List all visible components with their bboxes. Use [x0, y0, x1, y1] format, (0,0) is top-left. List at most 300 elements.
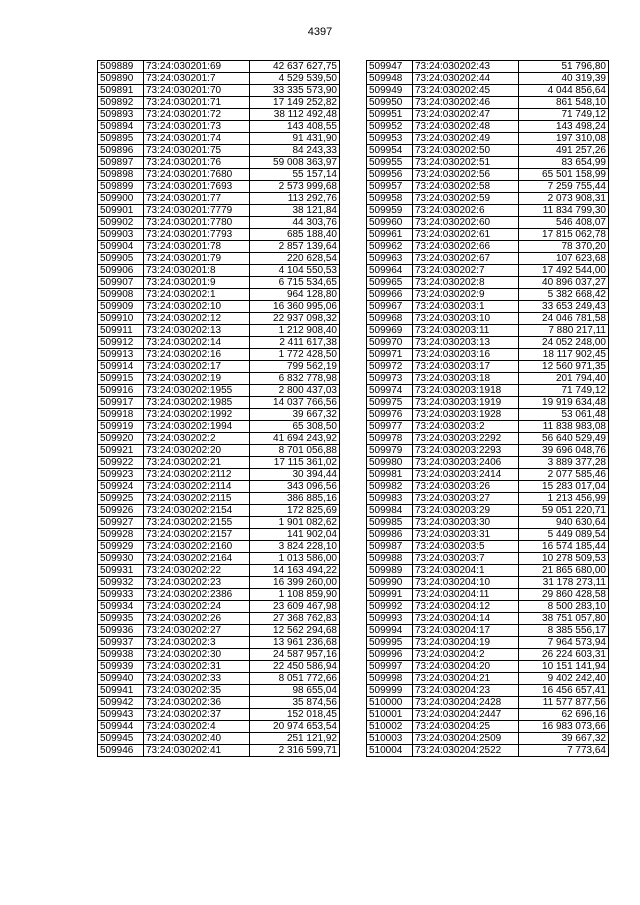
cadastral-number-cell: 73:24:030202:2154 [144, 505, 250, 517]
row-number-cell: 509905 [98, 253, 144, 265]
cadastral-number-cell: 73:24:030202:9 [413, 289, 519, 301]
table-row [367, 97, 609, 109]
table-row [98, 121, 340, 133]
cadastral-number-cell: 73:24:030203:31 [413, 529, 519, 541]
cadastral-number-cell: 73:24:030202:30 [144, 649, 250, 661]
table-row [367, 697, 609, 709]
cadastral-number-cell: 73:24:030202:13 [144, 325, 250, 337]
row-number-cell: 510000 [367, 697, 413, 709]
table-row [367, 409, 609, 421]
cadastral-number-cell: 73:24:030202:50 [413, 145, 519, 157]
value-cell: 201 794,40 [519, 373, 609, 385]
value-cell: 172 825,69 [250, 505, 340, 517]
value-cell: 5 382 668,42 [519, 289, 609, 301]
cadastral-number-cell: 73:24:030204:17 [413, 625, 519, 637]
row-number-cell: 509964 [367, 265, 413, 277]
row-number-cell: 509934 [98, 601, 144, 613]
row-number-cell: 510001 [367, 709, 413, 721]
row-number-cell: 509952 [367, 121, 413, 133]
row-number-cell: 509993 [367, 613, 413, 625]
table-row [367, 253, 609, 265]
value-cell: 1 108 859,90 [250, 589, 340, 601]
cadastral-number-cell: 73:24:030202:47 [413, 109, 519, 121]
table-row [98, 481, 340, 493]
value-cell: 1 772 428,50 [250, 349, 340, 361]
cadastral-number-cell: 73:24:030204:2522 [413, 745, 519, 757]
row-number-cell: 509965 [367, 277, 413, 289]
table-row [98, 241, 340, 253]
value-cell: 3 824 228,10 [250, 541, 340, 553]
cadastral-number-cell: 73:24:030201:7793 [144, 229, 250, 241]
row-number-cell: 509926 [98, 505, 144, 517]
row-number-cell: 509963 [367, 253, 413, 265]
value-cell: 17 815 062,78 [519, 229, 609, 241]
row-number-cell: 509988 [367, 553, 413, 565]
value-cell: 220 628,54 [250, 253, 340, 265]
row-number-cell: 509948 [367, 73, 413, 85]
cadastral-number-cell: 73:24:030204:10 [413, 577, 519, 589]
row-number-cell: 509911 [98, 325, 144, 337]
value-cell: 964 128,80 [250, 289, 340, 301]
row-number-cell: 509915 [98, 373, 144, 385]
table-row [98, 385, 340, 397]
value-cell: 42 637 627,75 [250, 61, 340, 73]
table-row [367, 493, 609, 505]
value-cell: 143 498,24 [519, 121, 609, 133]
table-row [98, 541, 340, 553]
table-row [367, 565, 609, 577]
row-number-cell: 509921 [98, 445, 144, 457]
row-number-cell: 509916 [98, 385, 144, 397]
row-number-cell: 509973 [367, 373, 413, 385]
value-cell: 13 961 236,68 [250, 637, 340, 649]
table-row [98, 613, 340, 625]
cadastral-number-cell: 73:24:030202:67 [413, 253, 519, 265]
value-cell: 44 303,76 [250, 217, 340, 229]
row-number-cell: 509904 [98, 241, 144, 253]
table-row [98, 649, 340, 661]
value-cell: 143 408,55 [250, 121, 340, 133]
table-row [98, 517, 340, 529]
row-number-cell: 509906 [98, 265, 144, 277]
table-row [98, 217, 340, 229]
table-row [367, 61, 609, 73]
table-row [367, 625, 609, 637]
value-cell: 40 319,39 [519, 73, 609, 85]
row-number-cell: 509936 [98, 625, 144, 637]
table-row [98, 673, 340, 685]
cadastral-number-cell: 73:24:030202:27 [144, 625, 250, 637]
cadastral-number-cell: 73:24:030203:2 [413, 421, 519, 433]
table-row [367, 145, 609, 157]
value-cell: 2 073 908,31 [519, 193, 609, 205]
cadastral-number-cell: 73:24:030202:31 [144, 661, 250, 673]
row-number-cell: 509908 [98, 289, 144, 301]
row-number-cell: 509901 [98, 205, 144, 217]
row-number-cell: 509981 [367, 469, 413, 481]
row-number-cell: 509946 [98, 745, 144, 757]
table-row [367, 649, 609, 661]
row-number-cell: 509950 [367, 97, 413, 109]
cadastral-number-cell: 73:24:030202:2160 [144, 541, 250, 553]
cadastral-number-cell: 73:24:030203:13 [413, 337, 519, 349]
value-cell: 152 018,45 [250, 709, 340, 721]
value-cell: 11 577 877,56 [519, 697, 609, 709]
value-cell: 10 151 141,94 [519, 661, 609, 673]
table-row [98, 325, 340, 337]
table-row [98, 685, 340, 697]
table-row [98, 145, 340, 157]
table-row [98, 445, 340, 457]
value-cell: 8 500 283,10 [519, 601, 609, 613]
cadastral-number-cell: 73:24:030202:2 [144, 433, 250, 445]
cadastral-number-cell: 73:24:030202:10 [144, 301, 250, 313]
cadastral-number-cell: 73:24:030202:1994 [144, 421, 250, 433]
row-number-cell: 509939 [98, 661, 144, 673]
table-row [367, 445, 609, 457]
cadastral-number-cell: 73:24:030203:1919 [413, 397, 519, 409]
cadastral-number-cell: 73:24:030202:35 [144, 685, 250, 697]
value-cell: 20 974 653,54 [250, 721, 340, 733]
table-row [367, 229, 609, 241]
table-row [98, 349, 340, 361]
table-row [98, 505, 340, 517]
value-cell: 685 188,40 [250, 229, 340, 241]
table-row [367, 277, 609, 289]
row-number-cell: 510004 [367, 745, 413, 757]
row-number-cell: 509968 [367, 313, 413, 325]
row-number-cell: 509938 [98, 649, 144, 661]
row-number-cell: 509995 [367, 637, 413, 649]
cadastral-number-cell: 73:24:030204:2447 [413, 709, 519, 721]
cadastral-number-cell: 73:24:030202:58 [413, 181, 519, 193]
cadastral-number-cell: 73:24:030202:36 [144, 697, 250, 709]
cadastral-number-cell: 73:24:030201:71 [144, 97, 250, 109]
row-number-cell: 509912 [98, 337, 144, 349]
row-number-cell: 509994 [367, 625, 413, 637]
value-cell: 1 213 456,99 [519, 493, 609, 505]
cadastral-number-cell: 73:24:030202:51 [413, 157, 519, 169]
row-number-cell: 510003 [367, 733, 413, 745]
row-number-cell: 509945 [98, 733, 144, 745]
table-row [98, 265, 340, 277]
cadastral-number-cell: 73:24:030204:19 [413, 637, 519, 649]
cadastral-number-cell: 73:24:030202:2114 [144, 481, 250, 493]
row-number-cell: 509974 [367, 385, 413, 397]
value-cell: 7 964 573,94 [519, 637, 609, 649]
cadastral-number-cell: 73:24:030202:8 [413, 277, 519, 289]
value-cell: 1 901 082,62 [250, 517, 340, 529]
row-number-cell: 509927 [98, 517, 144, 529]
cadastral-number-cell: 73:24:030202:43 [413, 61, 519, 73]
row-number-cell: 509997 [367, 661, 413, 673]
cadastral-number-cell: 73:24:030202:1985 [144, 397, 250, 409]
value-cell: 17 149 252,82 [250, 97, 340, 109]
table-row [98, 289, 340, 301]
table-row [367, 505, 609, 517]
cadastral-number-cell: 73:24:030201:74 [144, 133, 250, 145]
table-row [98, 565, 340, 577]
cadastral-number-cell: 73:24:030202:48 [413, 121, 519, 133]
table-row [98, 709, 340, 721]
value-cell: 33 653 249,43 [519, 301, 609, 313]
cadastral-table-right [366, 60, 609, 757]
table-row [367, 73, 609, 85]
row-number-cell: 509976 [367, 409, 413, 421]
value-cell: 38 751 057,80 [519, 613, 609, 625]
cadastral-number-cell: 73:24:030202:2157 [144, 529, 250, 541]
cadastral-number-cell: 73:24:030201:73 [144, 121, 250, 133]
cadastral-number-cell: 73:24:030202:17 [144, 361, 250, 373]
row-number-cell: 509954 [367, 145, 413, 157]
cadastral-number-cell: 73:24:030202:24 [144, 601, 250, 613]
row-number-cell: 509943 [98, 709, 144, 721]
row-number-cell: 509937 [98, 637, 144, 649]
row-number-cell: 509940 [98, 673, 144, 685]
table-row [367, 709, 609, 721]
table-row [98, 157, 340, 169]
value-cell: 861 548,10 [519, 97, 609, 109]
row-number-cell: 509961 [367, 229, 413, 241]
row-number-cell: 509898 [98, 169, 144, 181]
value-cell: 19 919 634,48 [519, 397, 609, 409]
table-row [367, 553, 609, 565]
cadastral-number-cell: 73:24:030201:7779 [144, 205, 250, 217]
cadastral-number-cell: 73:24:030202:2164 [144, 553, 250, 565]
value-cell: 83 654,99 [519, 157, 609, 169]
table-row [367, 745, 609, 757]
row-number-cell: 509990 [367, 577, 413, 589]
row-number-cell: 509956 [367, 169, 413, 181]
value-cell: 10 278 509,53 [519, 553, 609, 565]
value-cell: 53 061,48 [519, 409, 609, 421]
row-number-cell: 509909 [98, 301, 144, 313]
row-number-cell: 509996 [367, 649, 413, 661]
row-number-cell: 509896 [98, 145, 144, 157]
cadastral-number-cell: 73:24:030202:4 [144, 721, 250, 733]
cadastral-number-cell: 73:24:030202:26 [144, 613, 250, 625]
row-number-cell: 509924 [98, 481, 144, 493]
table-row [367, 373, 609, 385]
row-number-cell: 509989 [367, 565, 413, 577]
cadastral-number-cell: 73:24:030202:1 [144, 289, 250, 301]
row-number-cell: 510002 [367, 721, 413, 733]
value-cell: 62 696,16 [519, 709, 609, 721]
value-cell: 16 456 657,41 [519, 685, 609, 697]
cadastral-number-cell: 73:24:030203:2293 [413, 445, 519, 457]
table-row [98, 637, 340, 649]
row-number-cell: 509991 [367, 589, 413, 601]
cadastral-number-cell: 73:24:030203:2414 [413, 469, 519, 481]
cadastral-number-cell: 73:24:030201:78 [144, 241, 250, 253]
table-row [367, 109, 609, 121]
value-cell: 12 560 971,35 [519, 361, 609, 373]
row-number-cell: 509893 [98, 109, 144, 121]
row-number-cell: 509923 [98, 469, 144, 481]
cadastral-number-cell: 73:24:030202:37 [144, 709, 250, 721]
table-row [98, 457, 340, 469]
cadastral-number-cell: 73:24:030202:23 [144, 577, 250, 589]
value-cell: 2 077 585,46 [519, 469, 609, 481]
table-row [367, 637, 609, 649]
cadastral-number-cell: 73:24:030204:2509 [413, 733, 519, 745]
value-cell: 7 880 217,11 [519, 325, 609, 337]
cadastral-number-cell: 73:24:030201:9 [144, 277, 250, 289]
cadastral-number-cell: 73:24:030203:30 [413, 517, 519, 529]
row-number-cell: 509980 [367, 457, 413, 469]
cadastral-number-cell: 73:24:030203:11 [413, 325, 519, 337]
table-row [98, 529, 340, 541]
value-cell: 4 044 856,64 [519, 85, 609, 97]
value-cell: 8 051 772,66 [250, 673, 340, 685]
value-cell: 29 860 428,58 [519, 589, 609, 601]
value-cell: 6 832 778,98 [250, 373, 340, 385]
cadastral-number-cell: 73:24:030203:5 [413, 541, 519, 553]
table-row [367, 325, 609, 337]
cadastral-number-cell: 73:24:030202:61 [413, 229, 519, 241]
row-number-cell: 509895 [98, 133, 144, 145]
value-cell: 24 052 248,00 [519, 337, 609, 349]
value-cell: 56 640 529,49 [519, 433, 609, 445]
cadastral-number-cell: 73:24:030203:18 [413, 373, 519, 385]
row-number-cell: 509930 [98, 553, 144, 565]
value-cell: 386 885,16 [250, 493, 340, 505]
value-cell: 8 385 556,17 [519, 625, 609, 637]
value-cell: 18 117 902,45 [519, 349, 609, 361]
value-cell: 2 316 599,71 [250, 745, 340, 757]
table-row [367, 121, 609, 133]
table-row [98, 85, 340, 97]
cadastral-number-cell: 73:24:030204:2428 [413, 697, 519, 709]
row-number-cell: 509970 [367, 337, 413, 349]
value-cell: 16 360 995,06 [250, 301, 340, 313]
table-row [98, 421, 340, 433]
value-cell: 16 983 073,66 [519, 721, 609, 733]
value-cell: 107 623,68 [519, 253, 609, 265]
row-number-cell: 509984 [367, 505, 413, 517]
cadastral-number-cell: 73:24:030202:1955 [144, 385, 250, 397]
value-cell: 2 857 139,64 [250, 241, 340, 253]
value-cell: 16 574 185,44 [519, 541, 609, 553]
row-number-cell: 509960 [367, 217, 413, 229]
row-number-cell: 509953 [367, 133, 413, 145]
value-cell: 5 449 089,54 [519, 529, 609, 541]
table-row [367, 433, 609, 445]
table-row [367, 385, 609, 397]
row-number-cell: 509959 [367, 205, 413, 217]
cadastral-number-cell: 73:24:030202:1992 [144, 409, 250, 421]
row-number-cell: 509957 [367, 181, 413, 193]
cadastral-number-cell: 73:24:030201:77 [144, 193, 250, 205]
value-cell: 39 667,32 [519, 733, 609, 745]
cadastral-number-cell: 73:24:030204:1 [413, 565, 519, 577]
row-number-cell: 509929 [98, 541, 144, 553]
table-row [98, 253, 340, 265]
row-number-cell: 509919 [98, 421, 144, 433]
value-cell: 2 800 437,03 [250, 385, 340, 397]
row-number-cell: 509932 [98, 577, 144, 589]
row-number-cell: 509900 [98, 193, 144, 205]
row-number-cell: 509955 [367, 157, 413, 169]
table-row [367, 181, 609, 193]
table-row [367, 397, 609, 409]
row-number-cell: 509944 [98, 721, 144, 733]
cadastral-number-cell: 73:24:030202:16 [144, 349, 250, 361]
table-row [367, 157, 609, 169]
row-number-cell: 509978 [367, 433, 413, 445]
row-number-cell: 509917 [98, 397, 144, 409]
cadastral-number-cell: 73:24:030203:16 [413, 349, 519, 361]
row-number-cell: 509925 [98, 493, 144, 505]
row-number-cell: 509892 [98, 97, 144, 109]
value-cell: 491 257,26 [519, 145, 609, 157]
value-cell: 91 431,90 [250, 133, 340, 145]
cadastral-number-cell: 73:24:030201:7 [144, 73, 250, 85]
table-row [98, 205, 340, 217]
cadastral-number-cell: 73:24:030204:14 [413, 613, 519, 625]
table-row [367, 481, 609, 493]
value-cell: 4 529 539,50 [250, 73, 340, 85]
value-cell: 26 224 603,31 [519, 649, 609, 661]
cadastral-number-cell: 73:24:030202:19 [144, 373, 250, 385]
value-cell: 197 310,08 [519, 133, 609, 145]
cadastral-number-cell: 73:24:030202:2155 [144, 517, 250, 529]
cadastral-number-cell: 73:24:030204:23 [413, 685, 519, 697]
row-number-cell: 509928 [98, 529, 144, 541]
row-number-cell: 509933 [98, 589, 144, 601]
value-cell: 23 609 467,98 [250, 601, 340, 613]
cadastral-number-cell: 73:24:030202:6 [413, 205, 519, 217]
table-row [367, 193, 609, 205]
table-body-left [98, 61, 340, 757]
value-cell: 12 562 294,68 [250, 625, 340, 637]
row-number-cell: 509962 [367, 241, 413, 253]
row-number-cell: 509910 [98, 313, 144, 325]
cadastral-number-cell: 73:24:030202:40 [144, 733, 250, 745]
cadastral-number-cell: 73:24:030202:41 [144, 745, 250, 757]
cadastral-number-cell: 73:24:030203:1918 [413, 385, 519, 397]
value-cell: 251 121,92 [250, 733, 340, 745]
table-row [367, 421, 609, 433]
row-number-cell: 509949 [367, 85, 413, 97]
cadastral-table-left [97, 60, 340, 757]
table-row [367, 301, 609, 313]
row-number-cell: 509903 [98, 229, 144, 241]
row-number-cell: 509902 [98, 217, 144, 229]
page-number: 4397 [307, 26, 333, 38]
cadastral-number-cell: 73:24:030201:69 [144, 61, 250, 73]
value-cell: 65 501 158,99 [519, 169, 609, 181]
table-row [98, 109, 340, 121]
cadastral-number-cell: 73:24:030203:2406 [413, 457, 519, 469]
value-cell: 1 212 908,40 [250, 325, 340, 337]
row-number-cell: 509890 [98, 73, 144, 85]
cadastral-number-cell: 73:24:030201:7680 [144, 169, 250, 181]
value-cell: 141 902,04 [250, 529, 340, 541]
cadastral-number-cell: 73:24:030202:3 [144, 637, 250, 649]
cadastral-number-cell: 73:24:030203:1 [413, 301, 519, 313]
table-row [98, 469, 340, 481]
value-cell: 78 370,20 [519, 241, 609, 253]
table-row [367, 661, 609, 673]
row-number-cell: 509951 [367, 109, 413, 121]
value-cell: 9 402 242,40 [519, 673, 609, 685]
value-cell: 39 696 048,76 [519, 445, 609, 457]
cadastral-number-cell: 73:24:030203:27 [413, 493, 519, 505]
table-row [367, 361, 609, 373]
cadastral-number-cell: 73:24:030202:56 [413, 169, 519, 181]
row-number-cell: 509966 [367, 289, 413, 301]
